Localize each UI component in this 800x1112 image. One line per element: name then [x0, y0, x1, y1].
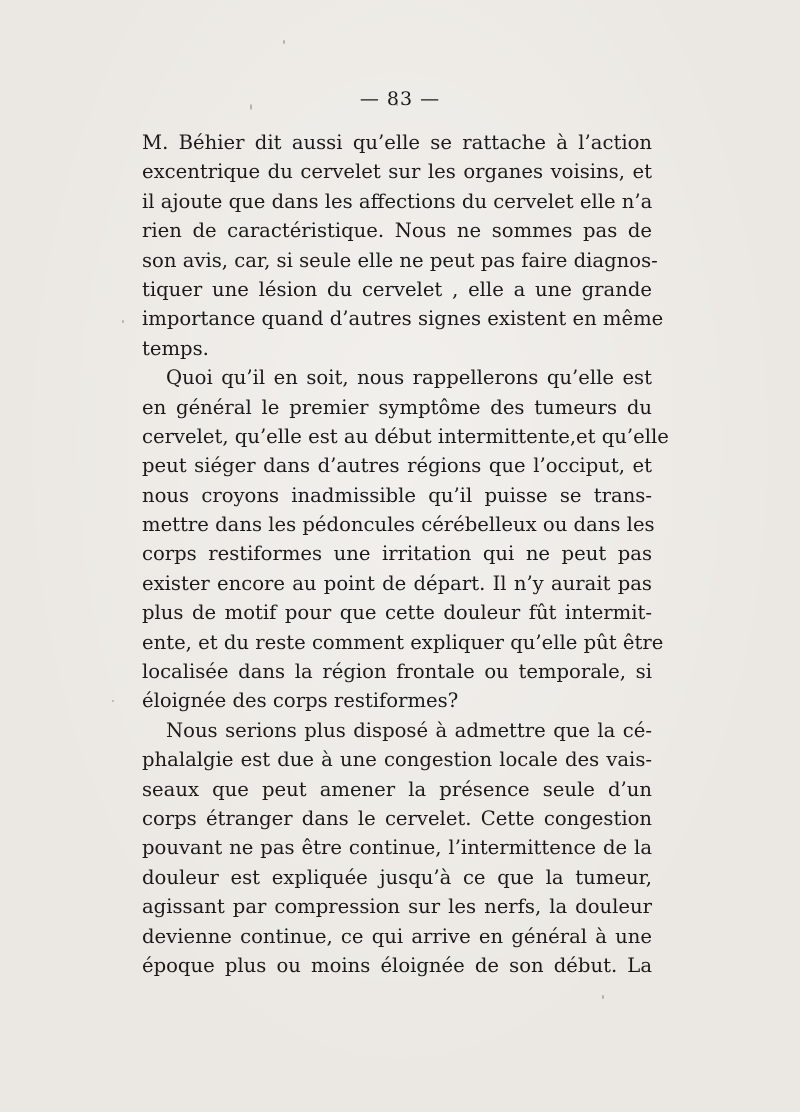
- text-line: Nous serions plus disposé à admettre que la cé-: [166, 718, 652, 742]
- text-line: il ajoute que dans les affections du cervelet elle n’a: [142, 189, 653, 213]
- text-line: cervelet, qu’elle est au début intermittente,et qu’elle: [142, 424, 669, 448]
- paper-speck: [122, 320, 124, 323]
- text-line: devienne continue, ce qui arrive en général à une: [142, 924, 652, 948]
- paper-speck: [602, 995, 604, 999]
- page-number: — 83 —: [359, 88, 441, 110]
- text-line: son avis, car, si seule elle ne peut pas faire diagnos-: [142, 248, 658, 272]
- text-line: ente, et du reste comment expliquer qu’elle pût être: [142, 630, 664, 654]
- text-line: localisée dans la région frontale ou temporale, si: [142, 660, 652, 684]
- text-line: M. Béhier dit aussi qu’elle se rattache à l’action: [142, 131, 652, 154]
- text-line: nous croyons inadmissible qu’il puisse se trans-: [142, 483, 652, 507]
- text-line: Quoi qu’il en soit, nous rappellerons qu’elle est: [166, 366, 652, 390]
- text-line: importance quand d’autres signes existent en même: [142, 307, 664, 331]
- text-line: éloignée des corps restiformes?: [142, 689, 459, 713]
- text-line: seaux que peut amener la présence seule d’un: [142, 777, 652, 801]
- text-line: tiquer une lésion du cervelet , elle a une grande: [142, 277, 652, 301]
- paper-speck: [112, 700, 114, 702]
- text-line: peut siéger dans d’autres régions que l’occiput, et: [142, 454, 652, 478]
- text-line: agissant par compression sur les nerfs, la douleur: [142, 895, 652, 919]
- text-line: corps restiformes une irritation qui ne peut pas: [142, 542, 652, 566]
- text-line: en général le premier symptôme des tumeurs du: [142, 395, 652, 419]
- text-line: excentrique du cervelet sur les organes voisins, et: [142, 160, 652, 184]
- text-line: époque plus ou moins éloignée de son début. La: [142, 953, 652, 977]
- text-line: plus de motif pour que cette douleur fût intermit-: [142, 601, 652, 625]
- text-line: corps étranger dans le cervelet. Cette congestion: [142, 806, 652, 830]
- paper-speck: [283, 40, 285, 44]
- text-line: phalalgie est due à une congestion locale des vais-: [142, 748, 652, 772]
- text-line: temps.: [142, 336, 209, 360]
- text-line: douleur est expliquée jusqu’à ce que la tumeur,: [142, 865, 652, 889]
- text-line: rien de caractéristique. Nous ne sommes pas de: [142, 219, 652, 243]
- text-line: pouvant ne pas être continue, l’intermittence de la: [142, 836, 652, 860]
- body-text: [142, 128, 669, 980]
- text-line: exister encore au point de départ. Il n’y aurait pas: [142, 571, 652, 595]
- text-line: mettre dans les pédoncules cérébelleux ou dans les: [142, 513, 655, 537]
